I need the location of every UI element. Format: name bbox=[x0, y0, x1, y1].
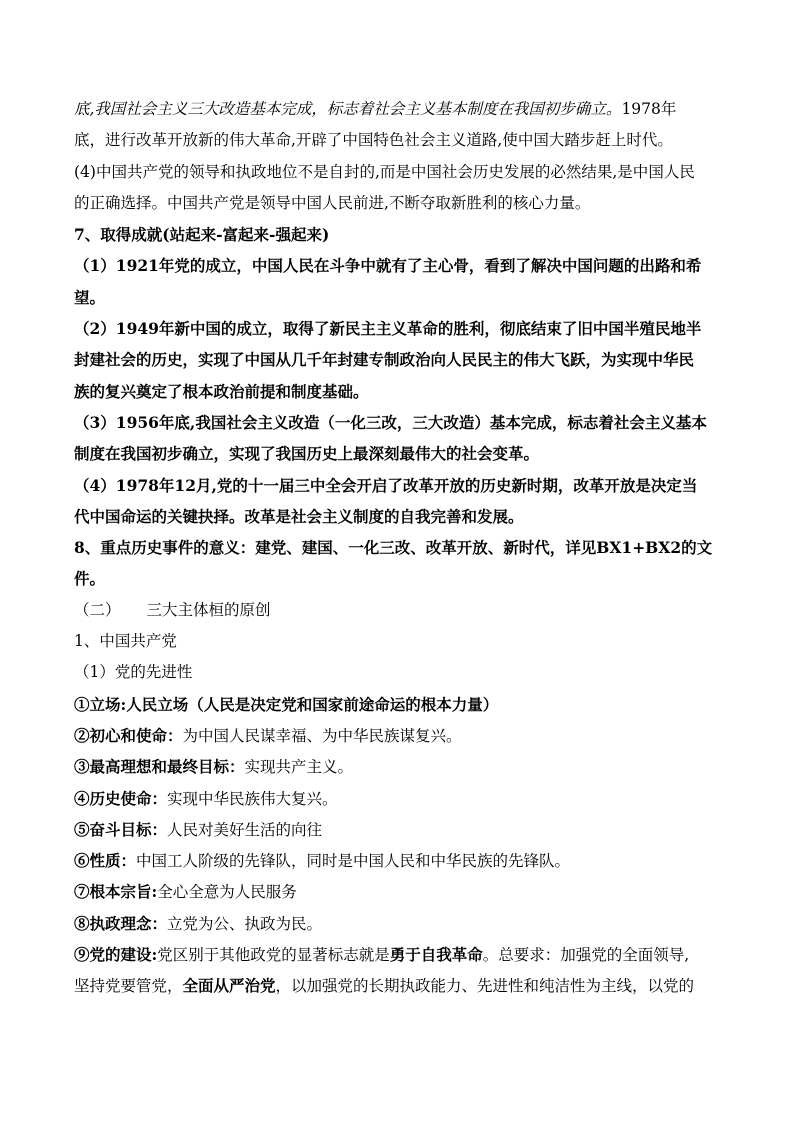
text-line: 望。 bbox=[74, 287, 106, 307]
list-item bbox=[74, 939, 734, 970]
text-line: 代中国命运的关键抉择。改革是社会主义制度的自我完善和发展。 bbox=[74, 506, 524, 526]
section-heading: 7、取得成就(站起来-富起来-强起来) bbox=[74, 225, 330, 245]
list-item-text: 中国工人阶级的先锋队，同时是中国人民和中华民族的先锋队。 bbox=[136, 852, 571, 871]
text-segment: 1978年 bbox=[621, 100, 677, 118]
subsection-heading: 1、中国共产党 bbox=[74, 632, 177, 651]
list-item-text: 人民对美好生活的向往 bbox=[167, 820, 323, 839]
text-line bbox=[74, 94, 734, 125]
list-item-label: ⑥性质： bbox=[74, 851, 137, 871]
text-line: 族的复兴奠定了根本政治前提和制度基础。 bbox=[74, 381, 369, 401]
list-item bbox=[74, 876, 734, 907]
list-item-emphasis: 勇于自我革命 bbox=[389, 945, 483, 965]
list-item bbox=[74, 908, 734, 939]
list-item-label: ②初心和使命： bbox=[74, 725, 183, 745]
text-segment: 坚持党要管党， bbox=[74, 977, 183, 996]
list-item-text: 为中国人民谋幸福、为中华民族谋复兴。 bbox=[182, 726, 462, 745]
list-item bbox=[74, 720, 734, 751]
list-item-text: 立党为公、执政为民。 bbox=[167, 914, 323, 933]
text-segment: 底,我国社会主义三大改造基本完成，标志着社会主义基本制度在我国初步确立。 bbox=[74, 100, 622, 118]
text-segment: 三大主体桓的原创 bbox=[146, 600, 271, 619]
text-line: (4)中国共产党的领导和执政地位不是自封的,而是中国社会历史发展的必然结果,是中国人民 bbox=[74, 162, 695, 181]
text-line bbox=[74, 970, 734, 1001]
subsection-heading: （1）党的先进性 bbox=[74, 663, 193, 682]
text-emphasis: 全面从严治党 bbox=[182, 976, 276, 996]
list-item-text: 党区别于其他政党的显著标志就是 bbox=[157, 946, 390, 965]
list-item: ①立场:人民立场（人民是决定党和国家前途命运的根本力量） bbox=[74, 694, 499, 714]
text-line: 件。 bbox=[74, 569, 106, 589]
text-line: 底，进行改革开放新的伟大革命,开辟了中国特色社会主义道路,使中国大踏步赶上时代。 bbox=[74, 131, 673, 150]
text-line: （2）1949年新中国的成立，取得了新民主主义革命的胜利，彻底结束了旧中国半殖民地半 bbox=[74, 319, 702, 339]
list-item-text: 实现中华民族伟大复兴。 bbox=[167, 789, 338, 808]
list-item-label: ④历史使命： bbox=[74, 788, 168, 808]
list-item-label: ⑦根本宗旨: bbox=[74, 882, 158, 902]
list-item-label: ⑧执政理念： bbox=[74, 913, 168, 933]
text-segment: （二） bbox=[74, 600, 121, 619]
text-segment: ，以加强党的长期执政能力、先进性和纯洁性为主线，以党的 bbox=[275, 977, 695, 996]
list-item bbox=[74, 751, 734, 782]
list-item-label: ③最高理想和最终目标： bbox=[74, 757, 245, 777]
list-item bbox=[74, 814, 734, 845]
list-item-text: 全心全意为人民服务 bbox=[157, 883, 297, 902]
text-line: 的正确选择。中国共产党是领导中国人民前进,不断夺取新胜利的核心力量。 bbox=[74, 193, 591, 212]
list-item-text: 。总要求：加强党的全面领导, bbox=[482, 946, 690, 965]
list-item-label: ⑤奋斗目标： bbox=[74, 819, 168, 839]
section-heading: 8、重点历史事件的意义：建党、建国、一化三改、改革开放、新时代，详见BX1+BX2的文 bbox=[74, 538, 713, 558]
text-line: 制度在我国初步确立，实现了我国历史上最深刻最伟大的社会变革。 bbox=[74, 444, 540, 464]
document-page bbox=[74, 94, 734, 1002]
text-line: （4）1978年12月,党的十一届三中全会开启了改革开放的历史新时期，改革开放是决定当 bbox=[74, 475, 698, 495]
text-line: 封建社会的历史，实现了中国从几千年封建专制政治向人民民主的伟大飞跃，为实现中华民 bbox=[74, 350, 695, 370]
subsection-heading bbox=[74, 595, 734, 626]
list-item bbox=[74, 845, 734, 876]
list-item-text: 实现共产主义。 bbox=[244, 758, 354, 777]
list-item-label: ⑨党的建设: bbox=[74, 945, 158, 965]
list-item bbox=[74, 783, 734, 814]
text-line: （3）1956年底,我国社会主义改造（一化三改，三大改造）基本完成，标志着社会主义基本 bbox=[74, 412, 707, 432]
text-line: （1）1921年党的成立，中国人民在斗争中就有了主心骨，看到了解决中国问题的出路和希 bbox=[74, 256, 702, 276]
